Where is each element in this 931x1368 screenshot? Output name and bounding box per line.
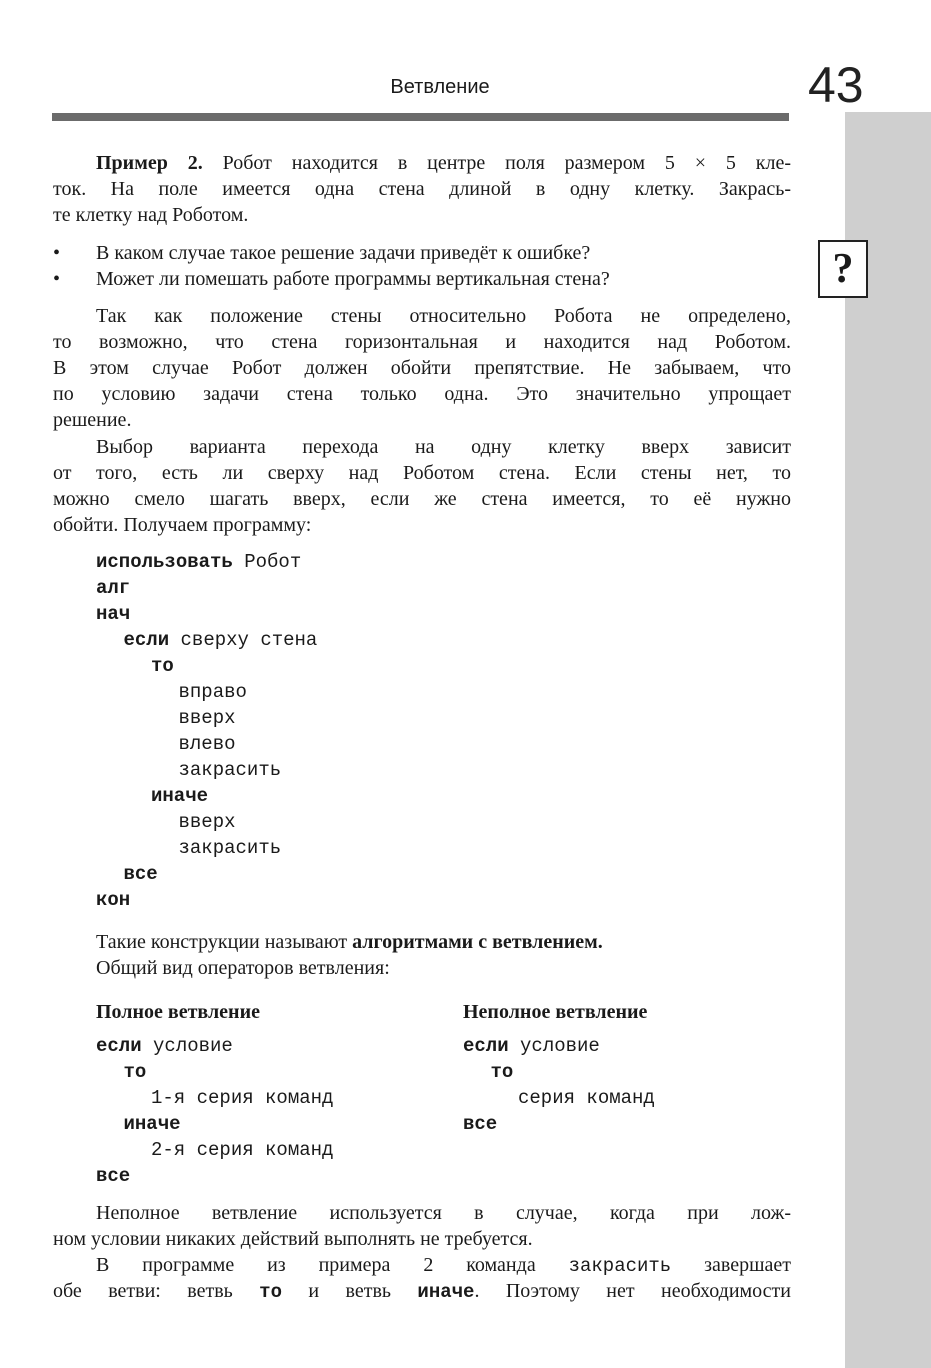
- code-line: [96, 809, 317, 835]
- partial-branch-code: [463, 1033, 655, 1137]
- full-branch-block: [96, 999, 333, 1189]
- code-line: [96, 575, 317, 601]
- code-text: вверх: [178, 707, 236, 729]
- code-text: влево: [178, 733, 236, 755]
- code-line: [96, 1163, 333, 1189]
- code-line: [96, 679, 317, 705]
- term-branching-algorithms: алгоритмами с ветвлением.: [352, 931, 603, 953]
- example-label: Пример 2.: [96, 152, 203, 174]
- code-line: [96, 601, 317, 627]
- code-line: [96, 861, 317, 887]
- example-line: ток. На поле имеется одна стена длиной в одну клетку. Закрась-: [53, 178, 791, 200]
- code-text: вверх: [178, 811, 236, 833]
- code-line: [96, 1111, 333, 1137]
- page-number: 43: [808, 57, 864, 113]
- code-line: [96, 783, 317, 809]
- example-line: те клетку над Роботом.: [53, 204, 249, 226]
- paragraph-3: Такие конструкции называют алгоритмами с ветвлением. Общий вид операторов ветвления:: [96, 931, 603, 979]
- code-text: серия команд: [518, 1087, 655, 1109]
- partial-branch-block: [463, 999, 655, 1137]
- code-keyword: иначе: [151, 785, 209, 807]
- question-mark-icon: ?: [818, 240, 868, 298]
- code-keyword: все: [123, 863, 158, 885]
- paragraph-5: В программе из примера 2 команда закрасить завершает обе ветви: ветвь то и ветвь иначе. Поэтому нет необходимости: [53, 1254, 792, 1303]
- code-text: сверху стена: [169, 629, 318, 651]
- full-branch-code: [96, 1033, 333, 1189]
- running-header-title: Ветвление: [390, 76, 490, 98]
- code-line: [96, 731, 317, 757]
- code-line: [96, 627, 317, 653]
- paragraph-4: Неполное ветвление используется в случае, когда при лож- ном условии никаких действий выполнять не требуется.: [53, 1202, 791, 1250]
- code-keyword: то: [123, 1061, 147, 1083]
- code-line: [463, 1033, 655, 1059]
- code-text: 1-я серия команд: [151, 1087, 334, 1109]
- bullet-icon: •: [53, 242, 61, 264]
- code-text: условие: [508, 1035, 600, 1057]
- code-keyword: то: [490, 1061, 514, 1083]
- code-text: закрасить: [178, 759, 282, 781]
- code-keyword: нач: [96, 603, 131, 625]
- code-line: [96, 1033, 333, 1059]
- code-line: [96, 653, 317, 679]
- program-listing: [96, 549, 317, 913]
- code-line: [463, 1111, 655, 1137]
- code-line: [96, 1137, 333, 1163]
- code-line: [96, 705, 317, 731]
- code-keyword: если: [96, 1035, 142, 1057]
- example-line: Пример 2. Робот находится в центре поля размером 5 × 5 кле-: [96, 152, 792, 174]
- bullet-icon: •: [53, 268, 61, 290]
- code-text: вправо: [178, 681, 247, 703]
- code-line: [463, 1085, 655, 1111]
- header-rule: [52, 113, 789, 121]
- code-line: [96, 1085, 333, 1111]
- code-line: [96, 549, 317, 575]
- code-text: закрасить: [178, 837, 282, 859]
- code-keyword: использовать: [96, 551, 233, 573]
- paragraph-1: Так как положение стены относительно Робота не определено, то возможно, что стена горизонтальная и находится над Роботом. В этом случае Робот должен обойти препятствие. Не забываем, что по условию задачи стена только одна. Это значительно упрощает решение.: [53, 305, 791, 431]
- full-branch-heading: Полное ветвление: [96, 1001, 260, 1023]
- code-keyword: иначе: [123, 1113, 181, 1135]
- code-keyword: все: [463, 1113, 498, 1135]
- example-paragraph: [53, 150, 791, 228]
- inline-keyword-else: иначе: [417, 1281, 475, 1303]
- code-line: [96, 757, 317, 783]
- code-keyword: то: [151, 655, 174, 677]
- code-line: [96, 835, 317, 861]
- inline-keyword-then: то: [259, 1281, 282, 1303]
- code-text: 2-я серия команд: [151, 1139, 334, 1161]
- code-keyword: если: [123, 629, 170, 651]
- code-line: [96, 887, 317, 913]
- partial-branch-heading: Неполное ветвление: [463, 1001, 648, 1023]
- code-keyword: если: [463, 1035, 509, 1057]
- inline-code-paint: закрасить: [568, 1255, 672, 1277]
- code-keyword: все: [96, 1165, 131, 1187]
- code-text: Робот: [232, 551, 302, 573]
- side-margin-strip: [845, 112, 931, 1368]
- code-line: [96, 1059, 333, 1085]
- code-text: условие: [141, 1035, 233, 1057]
- code-keyword: кон: [96, 889, 131, 911]
- code-keyword: алг: [96, 577, 131, 599]
- paragraph-2: Выбор варианта перехода на одну клетку вверх зависит от того, есть ли сверху над Роботом стена. Если стены нет, то можно смело шагать вверх, если же стена имеется, то её нужно обойти. Получаем программу:: [53, 436, 791, 536]
- code-line: [463, 1059, 655, 1085]
